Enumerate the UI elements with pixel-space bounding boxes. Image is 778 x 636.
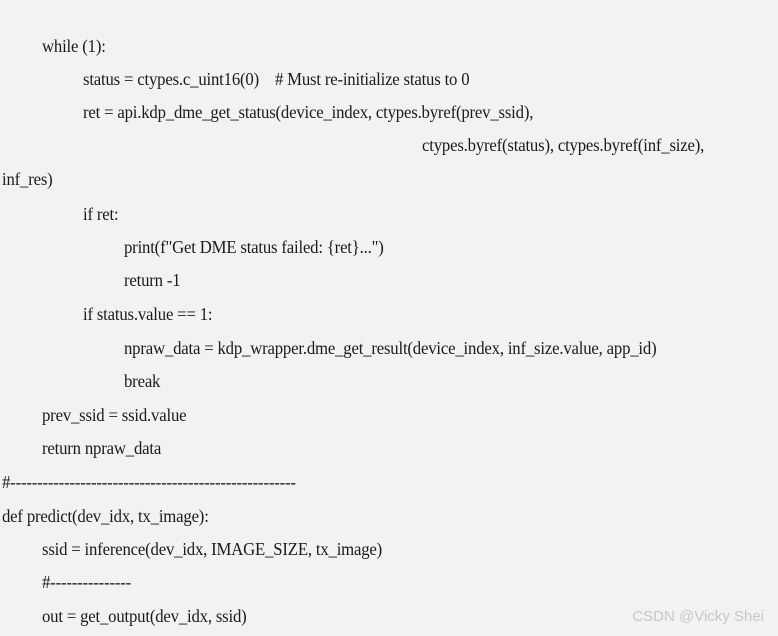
- code-line-17: #---------------: [42, 572, 132, 592]
- code-line-14: #-----------------------------------------------------: [2, 472, 296, 492]
- code-line-15: def predict(dev_idx, tx_image):: [2, 506, 209, 526]
- code-line-5: inf_res): [2, 169, 53, 189]
- code-line-6: if ret:: [83, 204, 119, 224]
- code-line-4: ctypes.byref(status), ctypes.byref(inf_size),: [422, 135, 705, 155]
- code-line-3: ret = api.kdp_dme_get_status(device_index, ctypes.byref(prev_ssid),: [83, 102, 534, 122]
- code-line-9: if status.value == 1:: [83, 304, 213, 324]
- code-line-12: prev_ssid = ssid.value: [42, 405, 187, 425]
- code-line-2: status = ctypes.c_uint16(0) # Must re-initialize status to 0: [83, 69, 470, 89]
- csdn-watermark: CSDN @Vicky Shei: [632, 608, 764, 625]
- code-line-16: ssid = inference(dev_idx, IMAGE_SIZE, tx_image): [42, 539, 383, 559]
- code-line-18: out = get_output(dev_idx, ssid): [42, 606, 247, 626]
- code-line-1: while (1):: [42, 36, 106, 56]
- code-line-13: return npraw_data: [42, 438, 162, 458]
- code-line-8: return -1: [124, 270, 181, 290]
- code-line-10: npraw_data = kdp_wrapper.dme_get_result(device_index, inf_size.value, app_id): [124, 338, 657, 358]
- code-line-11: break: [124, 371, 161, 391]
- code-line-7: print(f"Get DME status failed: {ret}..."): [124, 237, 384, 257]
